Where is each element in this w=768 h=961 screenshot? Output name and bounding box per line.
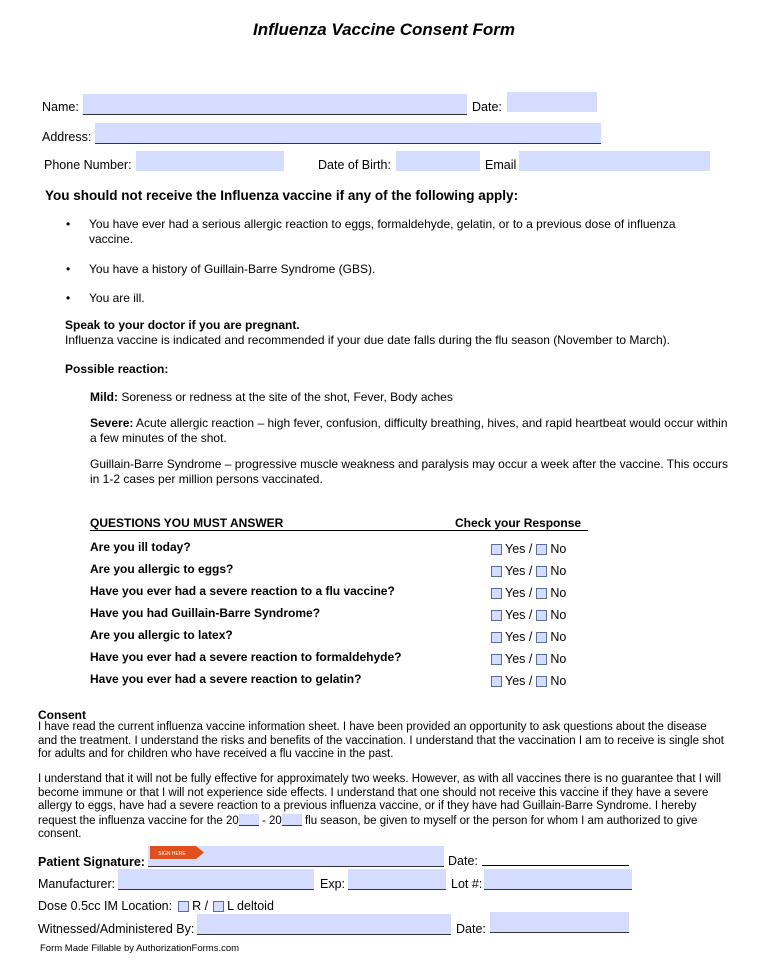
response-group <box>491 586 566 600</box>
yes-checkbox[interactable] <box>491 632 502 643</box>
season-end-field[interactable] <box>282 814 302 826</box>
no-checkbox[interactable] <box>536 566 547 577</box>
question-text: Are you ill today? <box>90 540 191 554</box>
no-label: No <box>550 564 567 578</box>
questions-header: QUESTIONS YOU MUST ANSWER <box>90 516 284 530</box>
question-text: Have you ever had a severe reaction to formaldehyde? <box>90 650 402 664</box>
bullet-dot: • <box>66 291 71 305</box>
pregnant-heading: Speak to your doctor if you are pregnant. <box>65 318 300 332</box>
warning-heading: You should not receive the Influenza vaccine if any of the following apply: <box>45 188 519 203</box>
no-label: No <box>550 542 567 556</box>
lot-field[interactable] <box>484 869 632 890</box>
no-label: No <box>550 630 567 644</box>
response-group <box>491 674 566 688</box>
dob-field[interactable] <box>396 151 480 171</box>
no-checkbox[interactable] <box>536 654 547 665</box>
sign-here-text: SIGN HERE <box>158 851 186 857</box>
name-label: Name: <box>42 100 79 114</box>
email-field[interactable] <box>519 151 710 171</box>
response-group <box>491 542 566 556</box>
reaction-heading: Possible reaction: <box>65 362 169 376</box>
phone-label: Phone Number: <box>44 158 132 172</box>
no-label: No <box>550 586 567 600</box>
yes-checkbox[interactable] <box>491 610 502 621</box>
mild-reaction <box>90 390 730 405</box>
consent-paragraph-1: I have read the current influenza vaccine information sheet. I have been provided an opportunity to ask questions about the disease and the treatment. I understand the risks and benefits of the vaccination. I understand that the vaccination I am to receive is single shot for adults and for children who have received a flu vaccine in the past. <box>38 721 724 760</box>
mild-text: Soreness or redness at the site of the shot, Fever, Body aches <box>118 390 453 404</box>
yes-checkbox[interactable] <box>491 588 502 599</box>
bullet-item: You have a history of Guillain-Barre Syndrome (GBS). <box>89 262 376 276</box>
phone-field[interactable] <box>136 151 284 171</box>
footer-credit: Form Made Fillable by AuthorizationForms.com <box>40 943 240 954</box>
name-field[interactable] <box>83 94 467 115</box>
consent-text-c: flu season, be given to myself or the person for whom I am authorized to give consent. <box>38 814 698 840</box>
no-checkbox[interactable] <box>536 632 547 643</box>
address-field[interactable] <box>95 123 601 144</box>
response-group <box>491 652 566 666</box>
manufacturer-field[interactable] <box>118 869 314 890</box>
patient-signature-label: Patient Signature: <box>38 855 145 869</box>
yes-checkbox[interactable] <box>491 654 502 665</box>
mild-label: Mild: <box>90 390 118 404</box>
question-text: Have you ever had a severe reaction to a flu vaccine? <box>90 584 395 598</box>
response-group <box>491 608 566 622</box>
no-label: No <box>550 674 567 688</box>
bullet-item: You are ill. <box>89 291 145 305</box>
witnessed-label: Witnessed/Administered By: <box>38 922 195 936</box>
gbs-reaction: Guillain-Barre Syndrome – progressive muscle weakness and paralysis may occur a week after the vaccine. This occurs in 1-2 cases per million persons vaccinated. <box>90 457 729 486</box>
yes-label: Yes / <box>505 542 533 556</box>
yes-label: Yes / <box>505 608 533 622</box>
response-group <box>491 564 566 578</box>
yes-label: Yes / <box>505 674 533 688</box>
no-checkbox[interactable] <box>536 676 547 687</box>
no-checkbox[interactable] <box>536 610 547 621</box>
address-label: Address: <box>42 130 92 144</box>
no-label: No <box>550 652 567 666</box>
dob-label: Date of Birth: <box>318 158 391 172</box>
dose-label: Dose 0.5cc IM Location: <box>38 899 173 913</box>
right-deltoid-checkbox[interactable] <box>178 901 189 912</box>
yes-checkbox[interactable] <box>491 544 502 555</box>
witnessed-field[interactable] <box>197 914 451 935</box>
consent-heading: Consent <box>38 708 86 722</box>
manufacturer-label: Manufacturer: <box>38 877 116 891</box>
form-title: Influenza Vaccine Consent Form <box>253 20 515 39</box>
question-text: Are you allergic to eggs? <box>90 562 234 576</box>
yes-checkbox[interactable] <box>491 566 502 577</box>
question-text: Are you allergic to latex? <box>90 628 233 642</box>
consent-text-b: - 20 <box>258 814 282 827</box>
yes-label: Yes / <box>505 630 533 644</box>
yes-label: Yes / <box>505 586 533 600</box>
right-label: R / <box>192 899 209 913</box>
severe-reaction <box>90 416 730 446</box>
bullet-item: You have ever had a serious allergic reaction to eggs, formaldehyde, gelatin, or to a previous dose of influenza vaccine. <box>89 217 676 246</box>
response-header: Check your Response <box>455 516 582 530</box>
exp-field[interactable] <box>348 869 446 890</box>
yes-label: Yes / <box>505 652 533 666</box>
left-deltoid-checkbox[interactable] <box>213 901 224 912</box>
no-label: No <box>550 608 567 622</box>
date-label: Date: <box>472 100 502 114</box>
severe-label: Severe: <box>90 416 134 430</box>
yes-label: Yes / <box>505 564 533 578</box>
header-rule <box>90 530 588 531</box>
yes-checkbox[interactable] <box>491 676 502 687</box>
bullet-dot: • <box>66 217 71 231</box>
left-label: L deltoid <box>227 899 274 913</box>
question-text: Have you ever had a severe reaction to gelatin? <box>90 672 362 686</box>
no-checkbox[interactable] <box>536 544 547 555</box>
severe-text: Acute allergic reaction – high fever, confusion, difficulty breathing, hives, and rapid heartbeat would occur within a few minutes of the shot. <box>90 416 728 445</box>
bullet-dot: • <box>66 262 71 276</box>
pregnant-text: Influenza vaccine is indicated and recommended if your due date falls during the flu season (November to March). <box>65 333 670 347</box>
signature-date-field[interactable] <box>482 846 629 865</box>
witness-date-label: Date: <box>456 922 486 936</box>
witness-date-field[interactable] <box>490 912 629 933</box>
exp-label: Exp: <box>320 877 346 891</box>
signature-date-line <box>482 865 629 866</box>
sign-here-tag <box>150 846 204 859</box>
date-field[interactable] <box>507 92 597 112</box>
dose-row <box>38 899 274 913</box>
email-label: Email <box>485 158 517 172</box>
signature-date-label: Date: <box>448 854 478 868</box>
response-group <box>491 630 566 644</box>
lot-label: Lot #: <box>451 877 483 891</box>
question-text: Have you had Guillain-Barre Syndrome? <box>90 606 321 620</box>
season-start-field[interactable] <box>239 814 259 826</box>
consent-paragraph-2 <box>38 773 728 842</box>
consent-text-a: I understand that it will not be fully effective for approximately two weeks. However, as with all vaccines there is no guarantee that I will become immune or that I will not experience side effects. I understand that one should not receive this vaccine if they have a severe allergy to eggs, have had a severe reaction to a previous influenza vaccine, or if they have had Guillain-Barre Syndrome. I hereby request the influenza vaccine for the 20 <box>38 773 722 827</box>
no-checkbox[interactable] <box>536 588 547 599</box>
